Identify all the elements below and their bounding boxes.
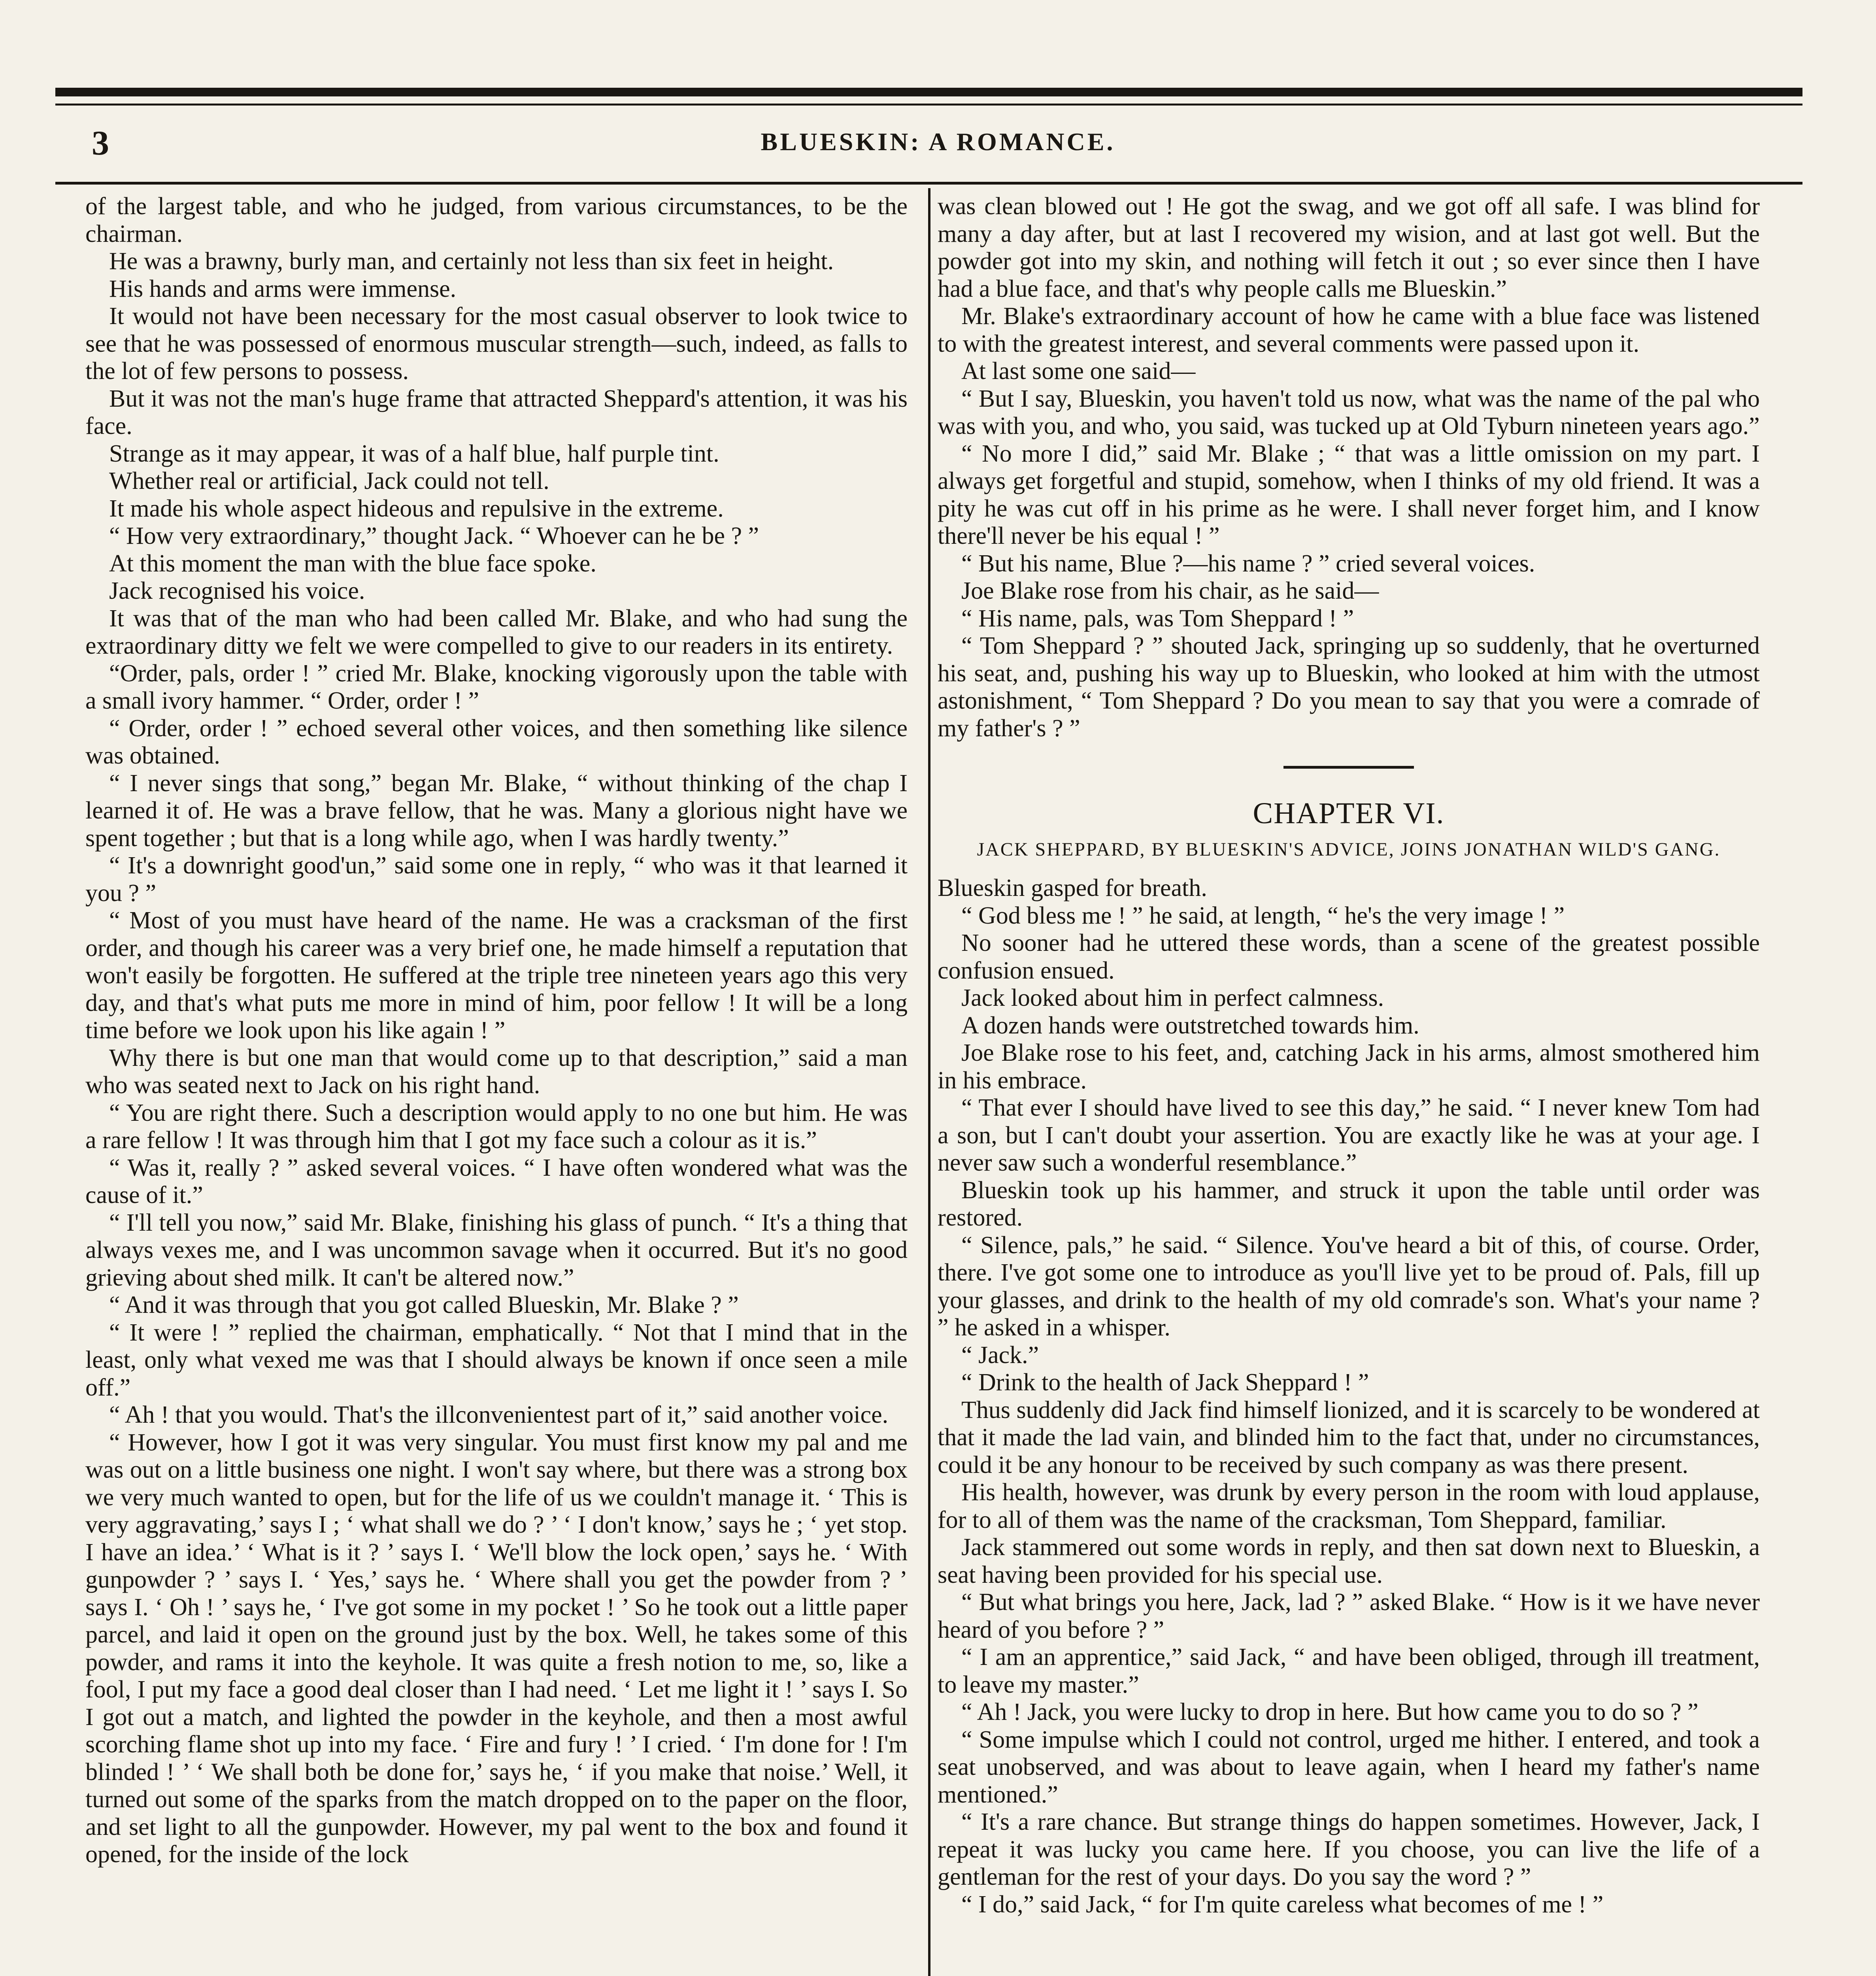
paragraph: His health, however, was drunk by every person in the room with loud applause, for to all of them was the name of the cracksman, Tom Sheppard, familiar. — [938, 1479, 1760, 1533]
column-divider — [928, 188, 930, 1976]
right-column-bottom-text — [938, 875, 1760, 1918]
paragraph: “ I do,” said Jack, “ for I'm quite careless what becomes of me ! ” — [961, 1891, 1604, 1918]
paragraph: “ Tom Sheppard ? ” shouted Jack, springing up so suddenly, that he overturned his seat, and, pushing his way up to Blueskin, who looked at him with the utmost astonishment, “ Tom Sheppard ? Do you mean to say that you were a comrade of my father's ? ” — [938, 632, 1760, 742]
paragraph: Whether real or artificial, Jack could not tell. — [109, 468, 549, 494]
paragraph: Strange as it may appear, it was of a half blue, half purple tint. — [109, 440, 719, 467]
paragraph: Blueskin took up his hammer, and struck it upon the table until order was restored. — [938, 1177, 1760, 1231]
paragraph: His hands and arms were immense. — [109, 275, 457, 302]
paragraph: It would not have been necessary for the most casual observer to look twice to see that he was possessed of enormous muscular strength—such, indeed, as falls to the lot of few persons to possess. — [85, 303, 908, 385]
right-column — [938, 193, 1760, 1976]
paragraph: “ Was it, really ? ” asked several voices. “ I have often wondered what was the cause of it.” — [85, 1154, 908, 1209]
paragraph: A dozen hands were outstretched towards him. — [961, 1012, 1419, 1039]
paragraph: “ Most of you must have heard of the name. He was a cracksman of the first order, and though his career was a very brief one, he made himself a reputation that won't easily be forgotten. He suffered at the triple tree nineteen years ago this very day, and that's what puts me more in mind of him, poor fellow ! It will be a long time before we look upon his like again ! ” — [85, 907, 908, 1044]
paragraph: “ That ever I should have lived to see this day,” he said. “ I never knew Tom had a son, but I can't doubt your assertion. You are exactly like he was at your age. I never saw such a wonderful resemblance.” — [938, 1094, 1760, 1176]
paragraph: It was that of the man who had been called Mr. Blake, and who had sung the extraordinary ditty we felt we were compelled to give to our readers in its entirety. — [85, 605, 908, 659]
paragraph: “ It's a rare chance. But strange things do happen sometimes. However, Jack, I repeat it was lucky you came here. If you choose, you can live the life of a gentleman for the rest of your days. Do you say the word ? ” — [938, 1808, 1760, 1890]
paragraph: “ God bless me ! ” he said, at length, “ he's the very image ! ” — [961, 902, 1565, 929]
paragraph: “ It were ! ” replied the chairman, emphatically. “ Not that I mind that in the least, only what vexed me was that I should always be known if once seen a mile off.” — [85, 1319, 908, 1401]
paragraph: At this moment the man with the blue face spoke. — [109, 550, 596, 577]
paragraph: No sooner had he uttered these words, than a scene of the greatest possible confusion ensued. — [938, 930, 1760, 984]
paragraph: Mr. Blake's extraordinary account of how he came with a blue face was listened to with the greatest interest, and several comments were passed upon it. — [938, 303, 1760, 357]
paragraph: But it was not the man's huge frame that attracted Sheppard's attention, it was his face. — [85, 385, 908, 439]
paragraph: Jack stammered out some words in reply, and then sat down next to Blueskin, a seat having been provided for his special use. — [938, 1534, 1760, 1588]
chapter-rule — [1283, 766, 1414, 769]
paragraph: “Order, pals, order ! ” cried Mr. Blake, knocking vigorously upon the table with a small ivory hammer. “ Order, order ! ” — [85, 660, 908, 714]
paragraph: He was a brawny, burly man, and certainly not less than six feet in height. — [109, 248, 834, 275]
paragraph: “ You are right there. Such a description would apply to no one but him. He was a rare fellow ! It was through him that I got my face such a colour as it is.” — [85, 1099, 908, 1154]
paragraph: “ I am an apprentice,” said Jack, “ and have been obliged, through ill treatment, to leave my master.” — [938, 1644, 1760, 1698]
paragraph: “ Drink to the health of Jack Sheppard ! ” — [961, 1369, 1369, 1396]
top-rule-thin — [55, 104, 1802, 106]
paragraph: was clean blowed out ! He got the swag, and we got off all safe. I was blind for many a day after, but at last I recovered my wision, and at last got well. But the powder got into my skin, and nothing will fetch it out ; so ever since then I have had a blue face, and that's why people calls me Blueskin.” — [938, 193, 1760, 302]
paragraph: “ Order, order ! ” echoed several other voices, and then something like silence was obtained. — [85, 715, 908, 769]
paragraph: “ I never sings that song,” began Mr. Blake, “ without thinking of the chap I learned it of. He was a brave fellow, that he was. Many a glorious night have we spent together ; but that is a long while ago, when I was hardly twenty.” — [85, 769, 908, 852]
running-title: BLUESKIN: A ROMANCE. — [761, 128, 1115, 156]
paragraph: “ Jack.” — [961, 1341, 1039, 1369]
chapter-title: CHAPTER VI. — [1253, 797, 1445, 830]
header-rule — [55, 182, 1802, 185]
paragraph: “ But I say, Blueskin, you haven't told us now, what was the name of the pal who was with you, and who, you said, was tucked up at Old Tyburn nineteen years ago.” — [938, 385, 1760, 439]
paragraph: “ Ah ! that you would. That's the illconvenientest part of it,” said another voice. — [109, 1401, 889, 1428]
paragraph: “ Ah ! Jack, you were lucky to drop in here. But how came you to do so ? ” — [961, 1699, 1699, 1725]
paragraph: Joe Blake rose from his chair, as he said— — [961, 577, 1379, 604]
page-number: 3 — [92, 124, 109, 162]
paragraph: Jack looked about him in perfect calmness. — [961, 984, 1384, 1011]
paragraph: “ But what brings you here, Jack, lad ? ” asked Blake. “ How is it we have never heard of you before ? ” — [938, 1589, 1760, 1643]
paragraph: “ However, how I got it was very singular. You must first know my pal and me was out on a little business one night. I won't say where, but there was a strong box we very much wanted to open, but for the life of us we couldn't manage it. ‘ This is very aggravating,’ says I ; ‘ what shall we do ? ’ ‘ I don't know,’ says he ; ‘ yet stop. I have an idea.’ ‘ What is it ? ’ says I. ‘ We'll blow the lock open,’ says he. ‘ With gunpowder ? ’ says I. ‘ Yes,’ says he. ‘ Where shall you get the powder from ? ’ says I. ‘ Oh ! ’ says he, ‘ I've got some in my pocket ! ’ So he took out a little paper parcel, and laid it open on the ground just by the box. Well, he takes some of this powder, and rams it into the keyhole. It was quite a fresh notion to me, so, like a fool, I put my face a good deal closer than I had need. ‘ Let me light it ! ’ says I. So I got out a match, and lighted the powder in the keyhole, and then a most awful scorching flame shot up into my face. ‘ Fire and fury ! ’ I cried. ‘ I'm done for ! I'm blinded ! ’ ‘ We shall both be done for,’ says he, ‘ if you make that noise.’ Well, it turned out some of the sparks from the match dropped on to the paper on the floor, and set light to all the gunpowder. However, my pal went to the box and found it opened, for the inside of the lock — [85, 1429, 908, 1868]
chapter-subtitle: JACK SHEPPARD, BY BLUESKIN'S ADVICE, JOINS JONATHAN WILD'S GANG. — [977, 839, 1721, 860]
paragraph: “ Some impulse which I could not control, urged me hither. I entered, and took a seat unobserved, and was about to leave again, when I heard my father's name mentioned.” — [938, 1726, 1760, 1808]
paragraph: “ I'll tell you now,” said Mr. Blake, finishing his glass of punch. “ It's a thing that always vexes me, and I was uncommon savage when it occurred. But it's no good grieving about shed milk. It can't be altered now.” — [85, 1209, 908, 1291]
paragraph: At last some one said— — [961, 358, 1196, 385]
top-rule — [55, 88, 1802, 96]
paragraph: “ His name, pals, was Tom Sheppard ! ” — [961, 605, 1354, 632]
left-column — [85, 193, 908, 1976]
paragraph: “ It's a downright good'un,” said some one in reply, “ who was it that learned it you ? ” — [85, 852, 908, 907]
paragraph: Joe Blake rose to his feet, and, catching Jack in his arms, almost smothered him in his embrace. — [938, 1039, 1760, 1094]
paragraph: Thus suddenly did Jack find himself lionized, and it is scarcely to be wondered at that it made the lad vain, and blinded him to the fact that, under no circumstances, could it be any honour to be received by such company as was there present. — [938, 1396, 1760, 1478]
paragraph: “ Silence, pals,” he said. “ Silence. You've heard a bit of this, of course. Order, there. I've got some one to introduce as you'll live yet to be proud of. Pals, fill up your glasses, and drink to the health of my old comrade's son. What's your name ? ” he asked in a whisper. — [938, 1231, 1760, 1341]
paragraph: “ But his name, Blue ?—his name ? ” cried several voices. — [961, 550, 1535, 577]
paragraph: “ How very extraordinary,” thought Jack. “ Whoever can he be ? ” — [109, 522, 759, 549]
paragraph: Why there is but one man that would come up to that description,” said a man who was seated next to Jack on his right hand. — [85, 1044, 908, 1099]
paragraph: Blueskin gasped for breath. — [938, 875, 1207, 901]
paragraph: of the largest table, and who he judged, from various circumstances, to be the chairman. — [85, 193, 908, 247]
right-column-top-text — [938, 193, 1760, 742]
paragraph: It made his whole aspect hideous and repulsive in the extreme. — [109, 495, 724, 522]
paragraph: Jack recognised his voice. — [109, 577, 365, 604]
paragraph: “ No more I did,” said Mr. Blake ; “ that was a little omission on my part. I always get forgetful and stupid, somehow, when I thinks of my old friend. It was a pity he was cut off in his prime as he were. I shall never forget him, and I know there'll never be his equal ! ” — [938, 440, 1760, 549]
paragraph: “ And it was through that you got called Blueskin, Mr. Blake ? ” — [109, 1292, 739, 1318]
